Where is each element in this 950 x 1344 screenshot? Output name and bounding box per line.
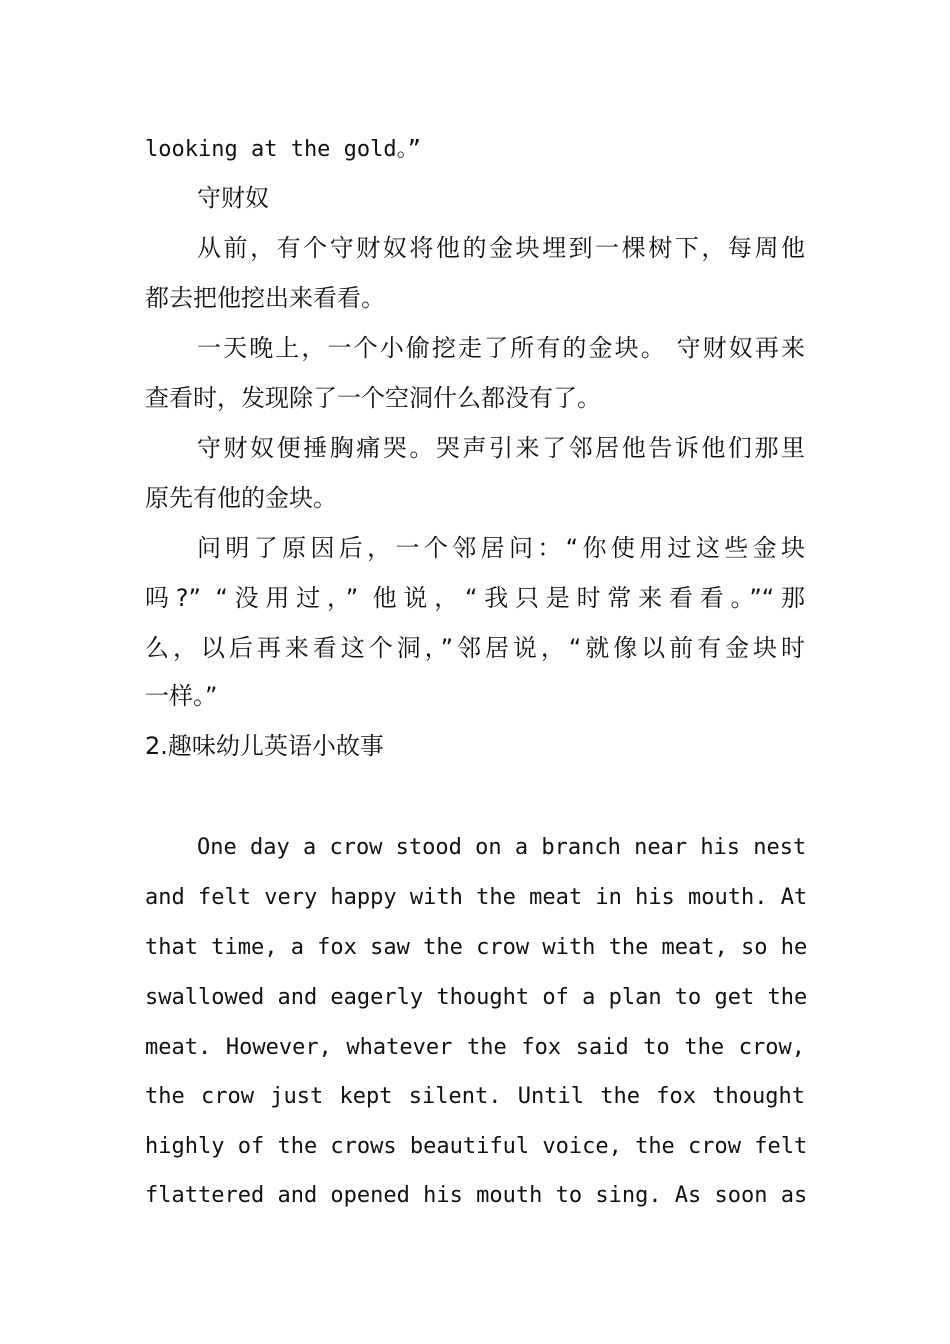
text-line: that time, a fox saw the crow with the meat, so he <box>145 935 808 960</box>
text-line: 吗?” “没用过，” 他说，“我只是时常来看看。”“那 <box>145 584 805 612</box>
text-line: 查看时，发现除了一个空洞什么都没有了。 <box>145 384 601 412</box>
text-line: 原先有他的金块。 <box>145 484 337 512</box>
text-line: 一天晚上，一个小偷挖走了所有的金块。 守财奴再来 <box>197 334 805 362</box>
text-line: One day a crow stood on a branch near his nest <box>197 835 807 860</box>
text-line: 都去把他挖出来看看。 <box>145 284 385 312</box>
text-line: 一样。” <box>145 682 218 710</box>
text-line: 问明了原因后，一个邻居问：“你使用过这些金块 <box>197 534 805 562</box>
story-title: 守财奴 <box>197 184 269 212</box>
text-line: flattered and opened his mouth to sing. As soon as <box>145 1183 808 1208</box>
text-line: and felt very happy with the meat in his mouth. At <box>145 885 808 910</box>
text-line: 么，以后再来看这个洞，”邻居说，“就像以前有金块时 <box>145 634 805 662</box>
text-line: highly of the crows beautiful voice, the crow felt <box>145 1134 808 1159</box>
section-heading: 2.趣味幼儿英语小故事 <box>145 732 384 760</box>
text-line: the crow just kept silent. Until the fox thought <box>145 1084 805 1109</box>
text-line: 守财奴便捶胸痛哭。哭声引来了邻居他告诉他们那里 <box>197 434 805 462</box>
text-line: 从前，有个守财奴将他的金块埋到一棵树下，每周他 <box>197 234 805 262</box>
text-line: meat. However, whatever the fox said to the crow, <box>145 1035 805 1060</box>
text-line: swallowed and eagerly thought of a plan to get the <box>145 985 808 1010</box>
text-line: looking at the gold。” <box>145 137 421 162</box>
